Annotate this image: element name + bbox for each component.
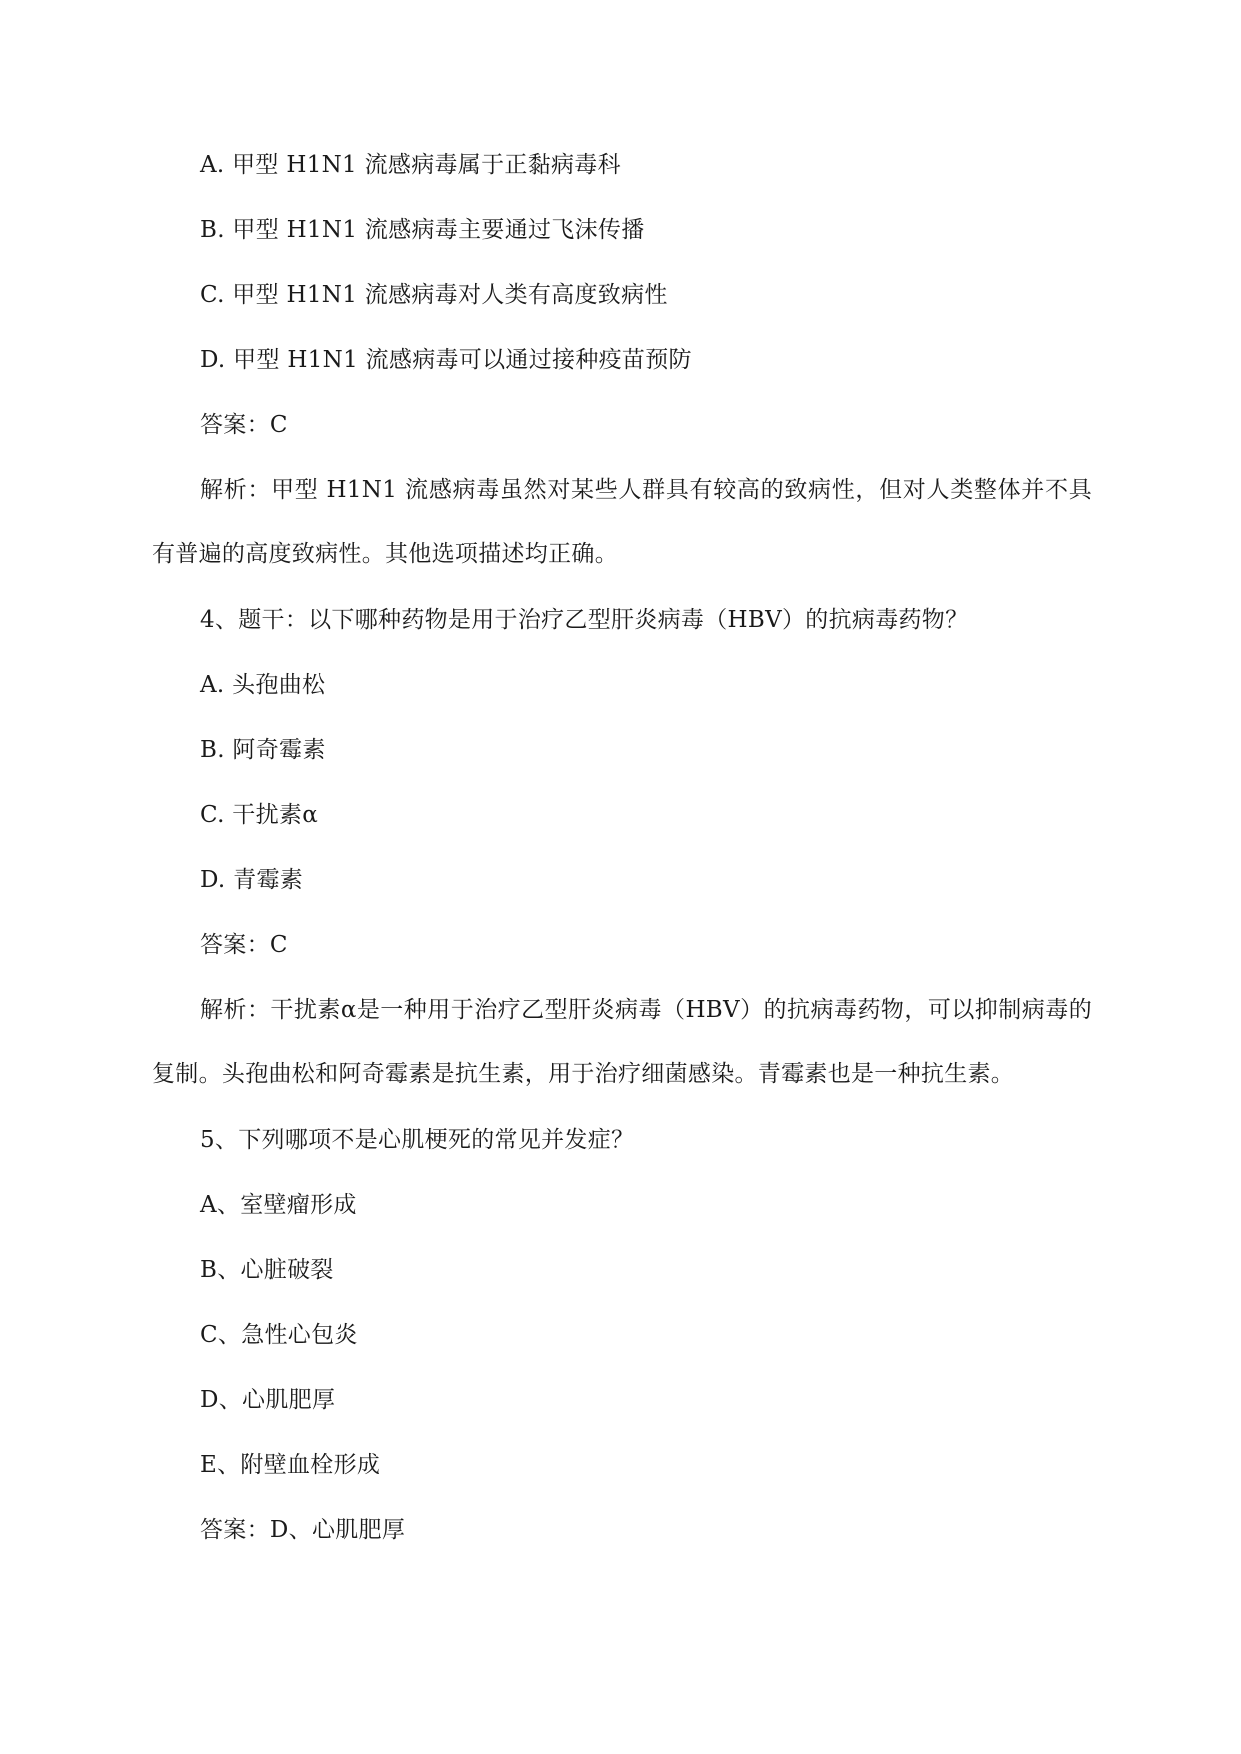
q4-option-a: A. 头孢曲松 — [200, 672, 326, 698]
q5-option-c: C、急性心包炎 — [200, 1322, 358, 1348]
q5-option-b: B、心脏破裂 — [200, 1257, 334, 1283]
q3-option-c: C. 甲型 H1N1 流感病毒对人类有高度致病性 — [200, 282, 668, 308]
q3-option-b: B. 甲型 H1N1 流感病毒主要通过飞沫传播 — [200, 217, 645, 243]
q5-answer: 答案：D、心肌肥厚 — [200, 1517, 406, 1543]
q3-option-d: D. 甲型 H1N1 流感病毒可以通过接种疫苗预防 — [200, 347, 692, 373]
q5-option-e: E、附壁血栓形成 — [200, 1452, 381, 1478]
q3-analysis: 解析：甲型 H1N1 流感病毒虽然对某些人群具有较高的致病性，但对人类整体并不具有普遍的高度致病性。其他选项描述均正确。 — [152, 477, 1092, 567]
q4-option-b: B. 阿奇霉素 — [200, 737, 326, 763]
q3-option-a: A. 甲型 H1N1 流感病毒属于正黏病毒科 — [200, 152, 621, 178]
q5-option-a: A、室壁瘤形成 — [200, 1192, 357, 1218]
q5-stem: 5、下列哪项不是心肌梗死的常见并发症？ — [200, 1127, 635, 1153]
q4-option-d: D. 青霉素 — [200, 867, 304, 893]
q4-analysis: 解析：干扰素α是一种用于治疗乙型肝炎病毒（HBV）的抗病毒药物，可以抑制病毒的复制。头孢曲松和阿奇霉素是抗生素，用于治疗细菌感染。青霉素也是一种抗生素。 — [152, 997, 1092, 1087]
q4-answer: 答案：C — [200, 932, 288, 958]
q4-stem: 4、题干：以下哪种药物是用于治疗乙型肝炎病毒（HBV）的抗病毒药物？ — [200, 607, 969, 633]
q4-option-c: C. 干扰素α — [200, 802, 319, 828]
q5-option-d: D、心肌肥厚 — [200, 1387, 336, 1413]
q3-answer: 答案：C — [200, 412, 288, 438]
